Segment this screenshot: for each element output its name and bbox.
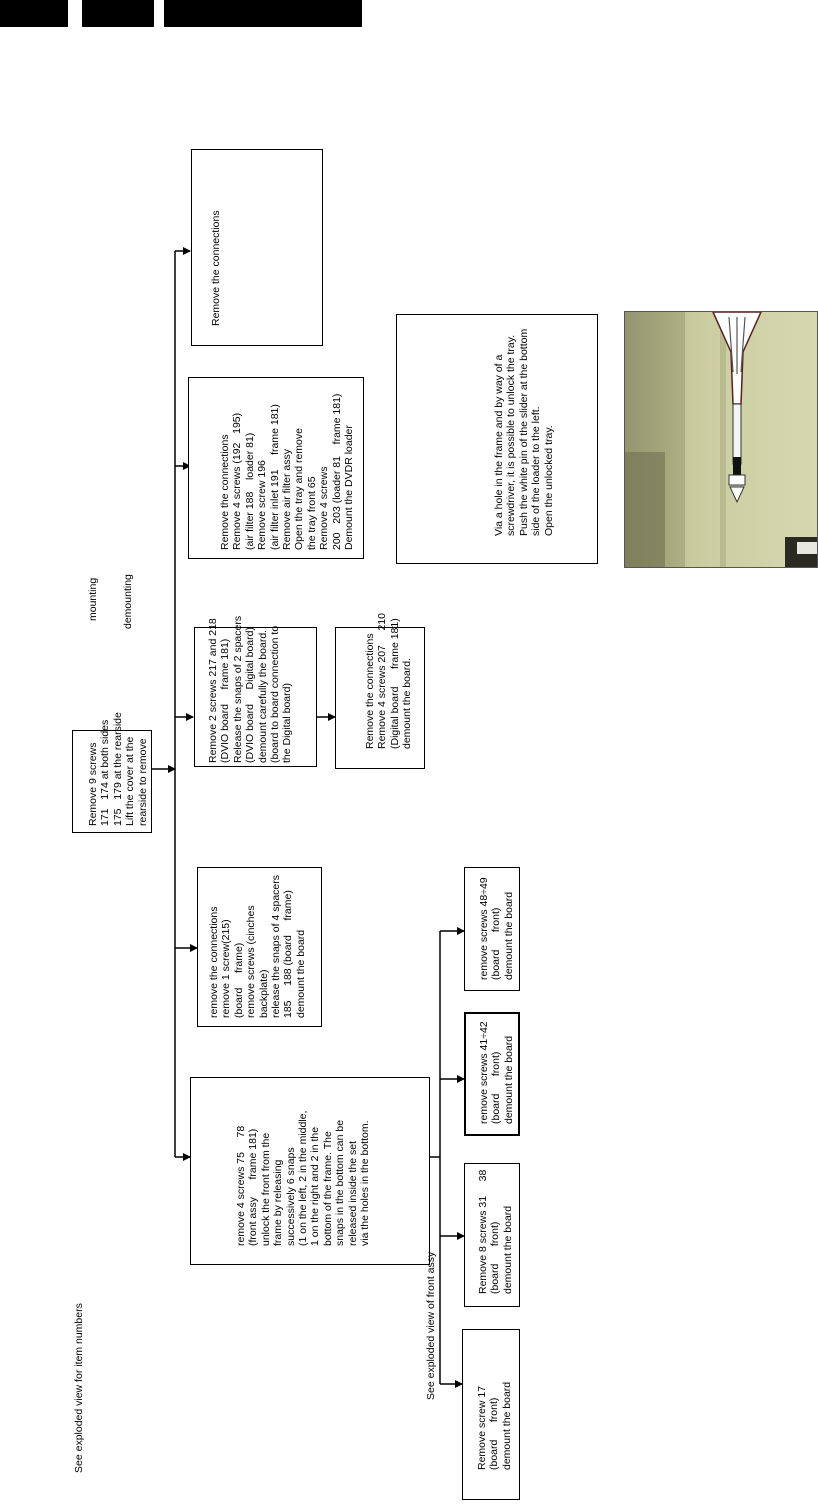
rear-board-box: [197, 867, 322, 1027]
remove-connections-box: [191, 149, 323, 346]
exploded-view-note: See exploded view for item numbers: [73, 1303, 85, 1473]
digital-board-box: [335, 613, 425, 769]
remove-cover-text: Remove 9 screws 171 174 at both sides 175 179 at the rearside Lift the cover at the rearside to remove: [87, 712, 149, 826]
screwdriver-photo: [624, 311, 818, 568]
exploded-front-note: See exploded view of front assy: [425, 1251, 437, 1400]
rear-board-text: remove the connections remove 1 screw(215) (board frame) remove screws (cinches backplate) release the snaps of 4 spacers 185 188 (board frame) demount the board: [208, 874, 307, 1018]
screws-41-box: [464, 1012, 520, 1136]
screws-31-box: [464, 1163, 520, 1307]
digital-board-text: Remove the connections Remove 4 screws 207 210 (Digital board frame 181) demount the board.: [364, 613, 414, 749]
screws-31-text: Remove 8 screws 31 38 (board front) demount the board: [477, 1169, 514, 1294]
screws-48-box: [464, 867, 520, 991]
screw-17-text: Remove screw 17 (board front) demount the board: [476, 1381, 513, 1470]
dvio-board-box: [194, 615, 317, 767]
front-assy-box: [190, 1077, 430, 1265]
front-assy-text: remove 4 screws 75 78 (front assy frame 181) unlock the front from the frame by releasing successively 6 snaps (1 on the left, 2 in the middle, 1 on the right and 2 in the bottom of the frame. The snaps in the bottom can be released inside the set via the holes in the bottom.: [235, 1110, 372, 1246]
mounting-label: mounting: [87, 577, 99, 621]
remove-cover-box: [72, 712, 152, 833]
remove-connections-text: Remove the connections: [210, 210, 222, 326]
demounting-label: demounting: [122, 574, 134, 629]
dvio-board-text: Remove 2 screws 217 and 218 (DVIO board frame 181) Release the snaps of 2 spacers (DVIO board Digital board) demount carefully the board. (board to board connection to the Digital board): [207, 615, 294, 763]
tray-unlock-box: [396, 314, 598, 564]
screws-48-text: remove screws 48÷49 (board front) demount the board: [478, 877, 515, 980]
dvdr-loader-box: [188, 377, 364, 559]
tray-unlock-text: Via a hole in the frame and by way of a screwdriver, it is possible to unlock the tray. Push the white pin of the slider at the bottom side of the loader to the left. Open the unlocked tray.: [493, 328, 555, 536]
dvdr-loader-text: Remove the connections Remove 4 screws (192 195) (air filter 188 loader 81) Remove screw 196 (air filter inlet 191 frame 181) Remove air filter assy Open the tray and remove the tray front 65 Remove 4 screws 200 203 (loader 81 frame 181) Demount the DVDR loader: [219, 393, 356, 550]
screw-17-box: [462, 1329, 520, 1500]
screws-41-text: remove screws 41÷42 (board front) demount the board: [478, 1021, 515, 1124]
